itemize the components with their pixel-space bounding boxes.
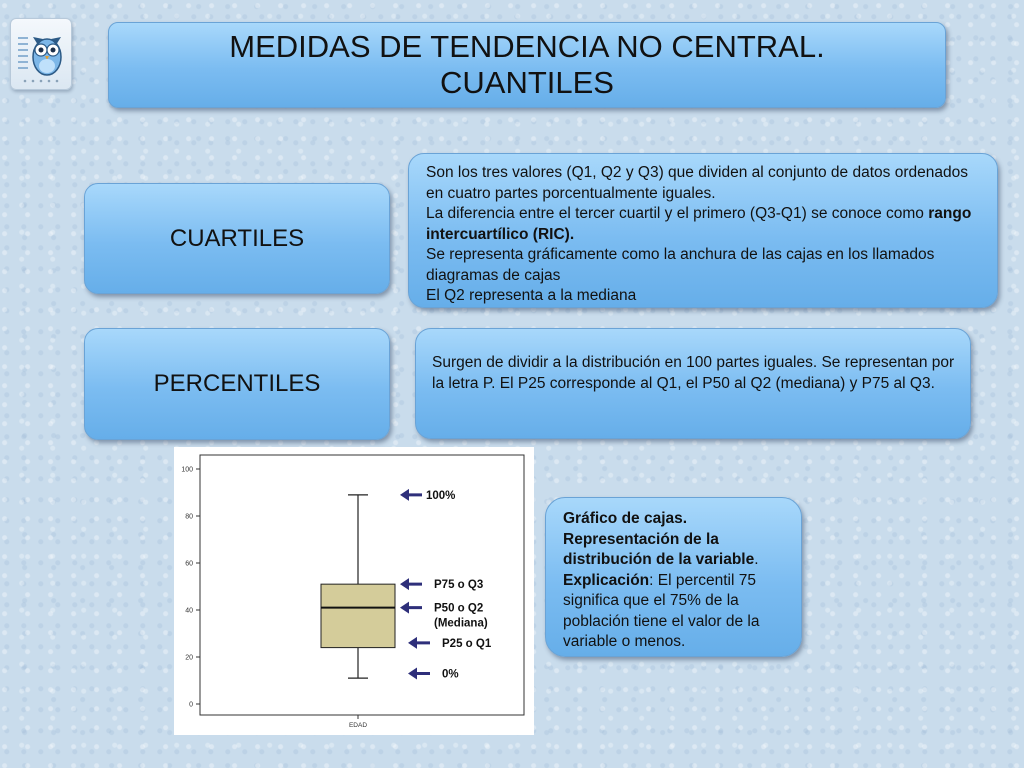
y-tick-label: 60 <box>185 560 193 568</box>
annotation-sublabel: (Mediana) <box>434 617 488 630</box>
cuartiles-text-2 <box>426 204 983 245</box>
percentiles-text: Surgen de dividir a la distribución en 100 partes iguales. Se representan por la letra P. El P25 corresponde al Q1, el P50 al Q2 (mediana) y P75 al Q3. <box>432 354 955 392</box>
owl-logo <box>10 18 72 90</box>
cuartiles-description-box <box>408 153 998 308</box>
cuartiles-text-3: Se representa gráficamente como la anchura de las cajas en los llamados diagramas de cajas <box>426 246 935 284</box>
percentiles-description-box <box>415 328 971 439</box>
boxplot-note-explanation: : El percentil 75 significa que el 75% de la población tiene el valor de la variable o menos. <box>563 571 760 650</box>
boxplot-note-box <box>545 497 802 657</box>
x-tick-label: EDAD <box>348 722 368 729</box>
slide-title <box>108 22 946 108</box>
annotation-label: P75 o Q3 <box>434 579 484 592</box>
annotation-label: P25 o Q1 <box>442 637 492 650</box>
cuartiles-label: CUARTILES <box>169 224 305 252</box>
boxplot-note-bold-1: Gráfico de cajas. Representación de la distribución de la variable <box>563 510 755 568</box>
cuartiles-text-4: El Q2 representa a la mediana <box>426 287 637 304</box>
cuartiles-text-1: Son los tres valores (Q1, Q2 y Q3) que dividen al conjunto de datos ordenados en cuatro partes porcentualmente iguales. <box>426 164 968 202</box>
y-tick-label: 20 <box>185 654 193 662</box>
slide-title-line2: CUANTILES <box>440 65 614 100</box>
boxplot-note-period: . <box>754 551 759 568</box>
percentiles-label-box <box>84 328 390 440</box>
cuartiles-label-box <box>84 183 390 294</box>
annotation-label: 0% <box>442 668 459 681</box>
boxplot-note-bold-2: Explicación <box>563 571 650 589</box>
percentiles-label: PERCENTILES <box>153 370 321 397</box>
y-tick-label: 40 <box>185 607 193 615</box>
boxplot-chart <box>174 447 534 735</box>
y-tick-label: 100 <box>181 466 193 474</box>
annotation-label: 100% <box>426 489 456 502</box>
y-tick-label: 0 <box>189 701 193 709</box>
boxplot-note-text <box>563 509 791 653</box>
y-tick-label: 80 <box>185 513 193 521</box>
cuartiles-text-2-bold: rango intercuartílico (RIC). <box>426 205 972 243</box>
slide-title-line1: MEDIDAS DE TENDENCIA NO CENTRAL. <box>229 29 825 64</box>
iqr-box <box>321 584 395 647</box>
annotation-label: P50 o Q2 <box>434 602 484 615</box>
owl-icon <box>11 19 73 91</box>
cuartiles-text-2-plain: La diferencia entre el tercer cuartil y el primero (Q3-Q1) se conoce como <box>426 205 924 222</box>
boxplot-svg <box>174 447 534 735</box>
